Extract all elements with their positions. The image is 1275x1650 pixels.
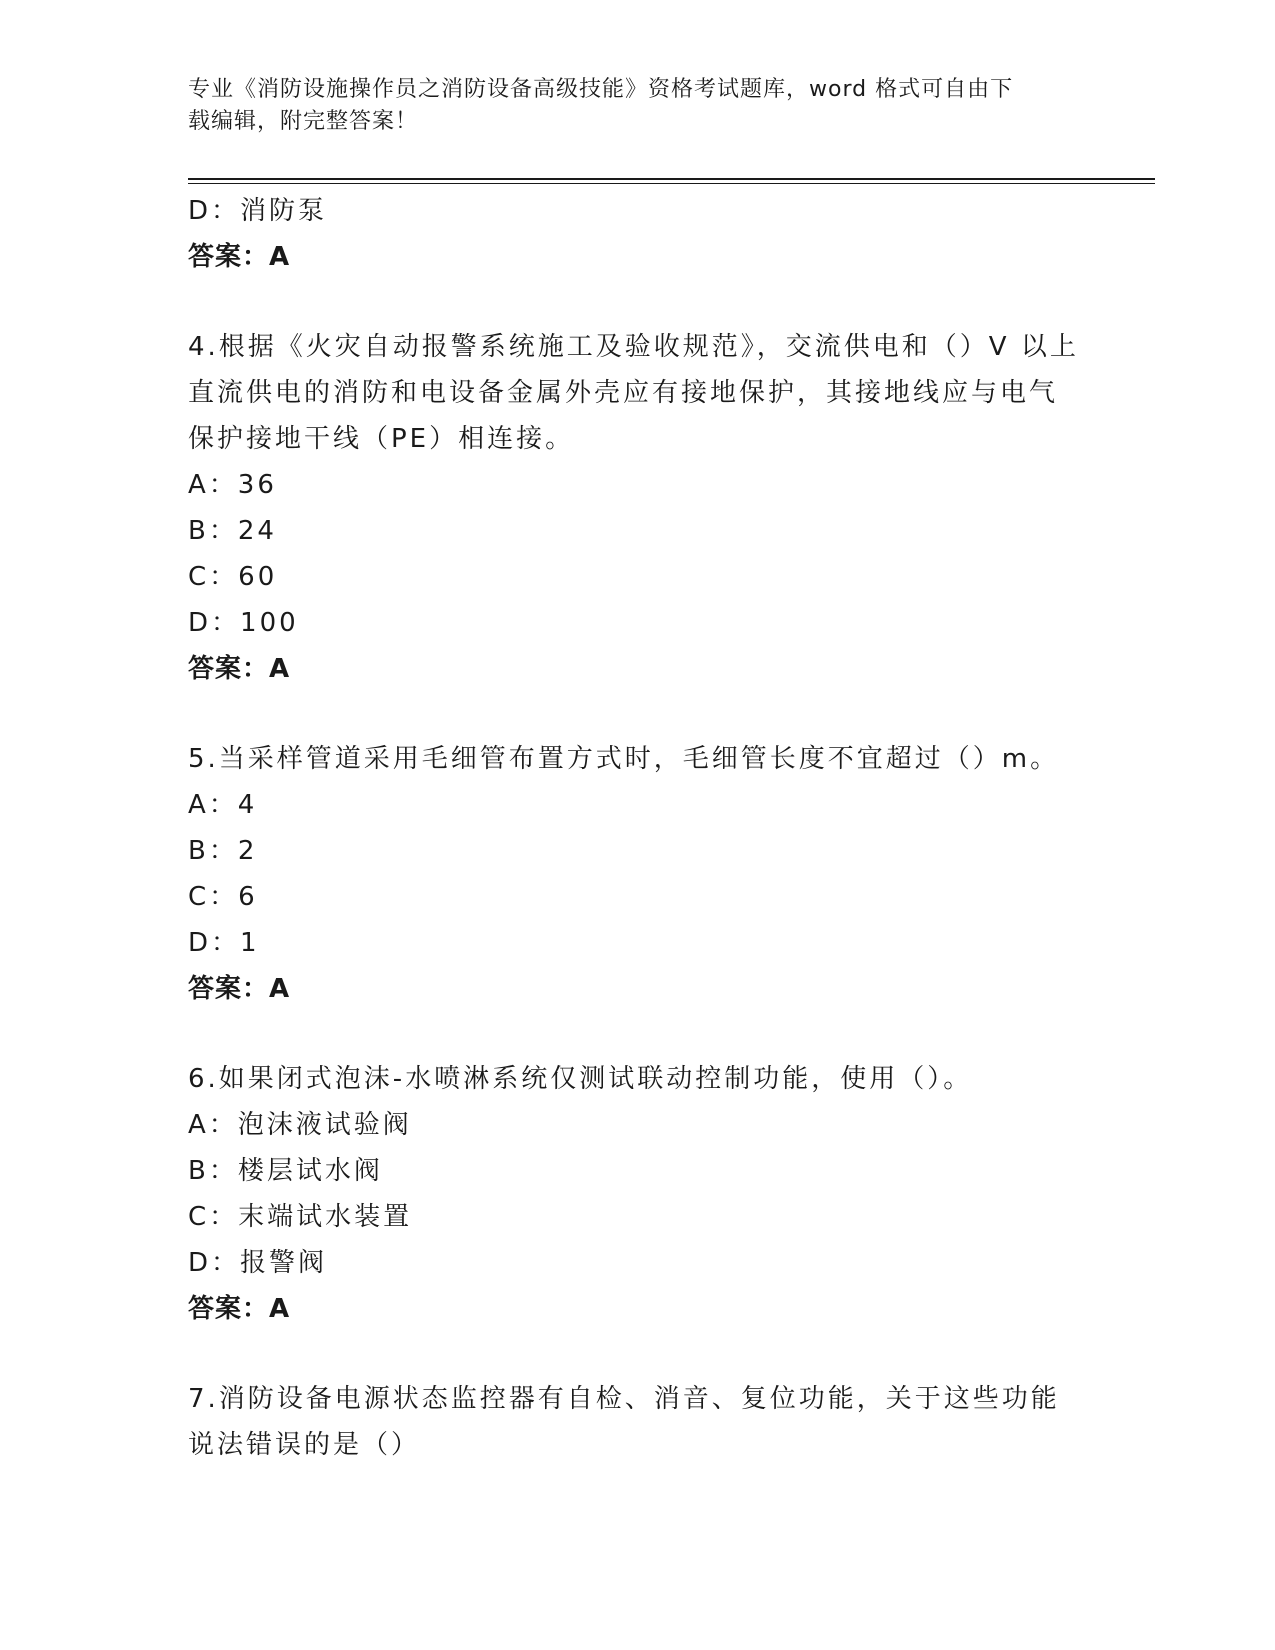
question-list <box>188 188 1088 1468</box>
spacer <box>188 1332 1088 1376</box>
question-6 <box>188 1056 1088 1332</box>
answer: 答案：A <box>188 1294 291 1324</box>
question-text-line: 5.当采样管道采用毛细管布置方式时，毛细管长度不宜超过（）m。 <box>188 744 1060 774</box>
option-c: C：6 <box>188 882 258 912</box>
question-text-line: 说法错误的是（） <box>188 1430 421 1460</box>
option-d: D：消防泵 <box>188 196 328 226</box>
option-d: D：1 <box>188 928 260 958</box>
header-line-1: 专业《消防设施操作员之消防设备高级技能》资格考试题库，word 格式可自由下 <box>188 77 1014 102</box>
answer: 答案：A <box>188 242 291 272</box>
spacer <box>188 692 1088 736</box>
question-3-tail <box>188 188 1088 280</box>
question-text-line: 6.如果闭式泡沫-水喷淋系统仅测试联动控制功能，使用（）。 <box>188 1064 973 1094</box>
answer: 答案：A <box>188 974 291 1004</box>
question-text-line: 7.消防设备电源状态监控器有自检、消音、复位功能，关于这些功能 <box>188 1384 1060 1414</box>
option-c: C：末端试水装置 <box>188 1202 413 1232</box>
spacer <box>188 280 1088 324</box>
question-4 <box>188 324 1088 692</box>
question-text-line: 直流供电的消防和电设备金属外壳应有接地保护，其接地线应与电气 <box>188 378 1059 408</box>
question-5 <box>188 736 1088 1012</box>
option-a: A：36 <box>188 470 277 500</box>
header-line-2: 载编辑，附完整答案！ <box>188 109 419 134</box>
option-b: B：24 <box>188 516 277 546</box>
header-rule-thin <box>188 183 1155 184</box>
document-header <box>188 74 1068 138</box>
option-d: D：报警阀 <box>188 1248 328 1278</box>
option-a: A：4 <box>188 790 258 820</box>
option-a: A：泡沫液试验阀 <box>188 1110 412 1140</box>
option-b: B：楼层试水阀 <box>188 1156 383 1186</box>
option-d: D：100 <box>188 608 299 638</box>
spacer <box>188 1012 1088 1056</box>
question-text-line: 4.根据《火灾自动报警系统施工及验收规范》，交流供电和（）V 以上 <box>188 332 1079 362</box>
option-c: C：60 <box>188 562 278 592</box>
option-b: B：2 <box>188 836 258 866</box>
header-rule-thick <box>188 178 1155 180</box>
question-7 <box>188 1376 1088 1468</box>
question-text-line: 保护接地干线（PE）相连接。 <box>188 424 575 454</box>
answer: 答案：A <box>188 654 291 684</box>
